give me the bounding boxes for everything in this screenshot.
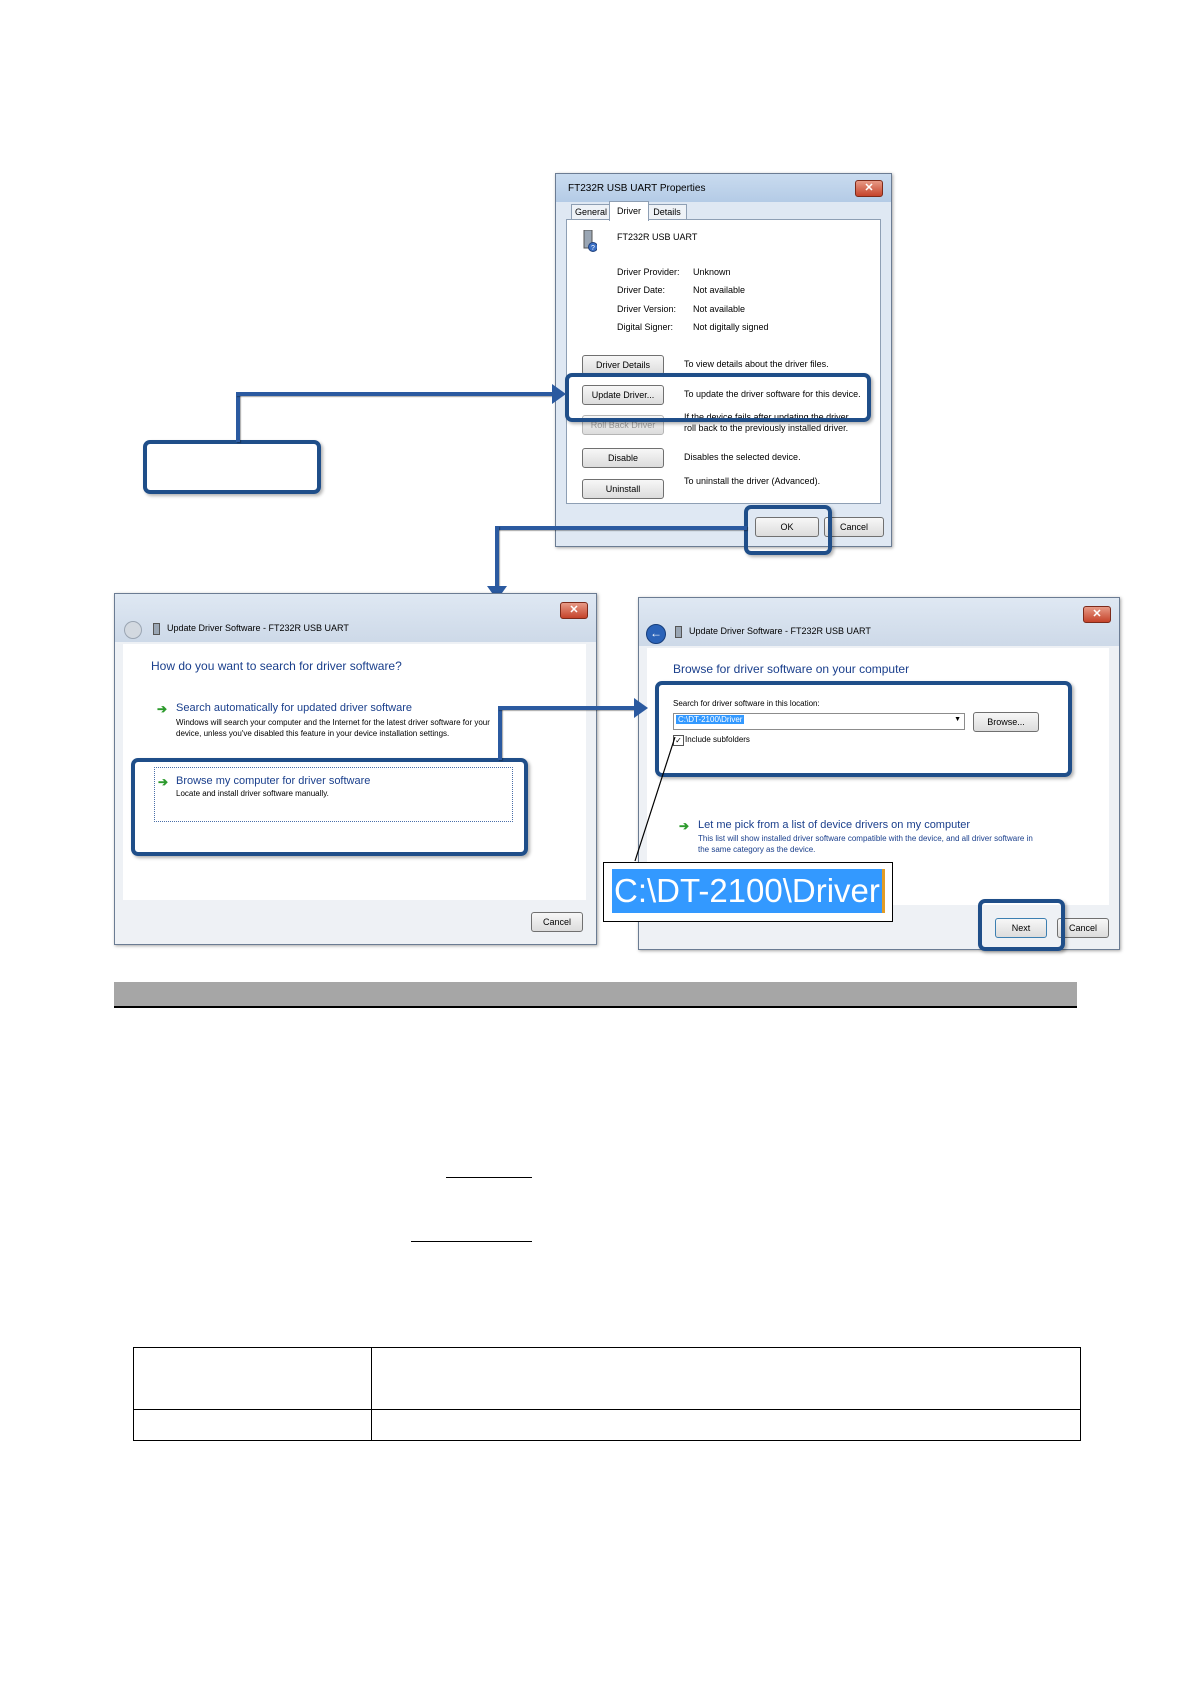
dialog-title: Update Driver Software - FT232R USB UART	[689, 626, 871, 636]
zoomed-path-text: C:\DT-2100\Driver	[612, 869, 885, 913]
disable-desc: Disables the selected device.	[684, 452, 801, 462]
svg-text:?: ?	[591, 245, 595, 252]
title-bar	[556, 174, 891, 202]
driver-version-value: Not available	[693, 304, 746, 314]
underline-blank	[446, 1177, 532, 1178]
cancel-button[interactable]: Cancel	[824, 517, 884, 537]
tab-general[interactable]	[571, 204, 611, 220]
update-driver-highlight	[565, 373, 871, 422]
path-value: C:\DT-2100\Driver	[678, 715, 743, 724]
uninstall-desc: To uninstall the driver (Advanced).	[684, 476, 821, 486]
browse-my-computer-desc: Locate and install driver software manually.	[176, 789, 329, 798]
info-table	[133, 1347, 1081, 1441]
connector-line	[498, 706, 502, 760]
driver-version-label: Driver Version:	[617, 304, 677, 314]
digital-signer-label: Digital Signer:	[617, 322, 674, 332]
device-small-icon	[153, 623, 160, 635]
search-path-highlight	[655, 681, 1072, 777]
tab-label: Details	[653, 207, 681, 217]
title-bar	[115, 594, 596, 642]
dialog-title: FT232R USB UART Properties	[568, 183, 706, 194]
close-button[interactable]: ✕	[855, 180, 883, 197]
close-button[interactable]: ✕	[560, 602, 588, 619]
arrow-head-right-icon	[634, 698, 648, 718]
next-highlight	[978, 899, 1065, 951]
driver-provider-label: Driver Provider:	[617, 267, 680, 277]
device-name: FT232R USB UART	[617, 232, 698, 242]
green-arrow-icon: ➔	[157, 702, 168, 716]
driver-provider-value: Unknown	[693, 267, 731, 277]
browse-option-highlight	[131, 758, 528, 856]
connector-line	[495, 526, 747, 530]
properties-dialog	[555, 173, 892, 547]
tab-label: Driver	[617, 206, 641, 216]
zoomed-path-callout	[603, 862, 893, 922]
table-column-divider	[371, 1348, 372, 1440]
browse-button[interactable]: Browse...	[973, 712, 1039, 732]
driver-details-desc: To view details about the driver files.	[684, 359, 829, 369]
search-automatically-link[interactable]: Search automatically for updated driver software	[176, 702, 413, 714]
underline-blank	[411, 1241, 532, 1242]
update-driver-button[interactable]: Update Driver...	[582, 385, 664, 405]
tab-driver[interactable]	[609, 201, 649, 221]
green-arrow-icon: ➔	[679, 819, 690, 833]
driver-details-button[interactable]: Driver Details	[582, 355, 664, 375]
pick-from-list-link[interactable]: Let me pick from a list of device drivers on my computer	[698, 819, 971, 831]
section-header-bar	[114, 982, 1077, 1008]
search-location-label: Search for driver software in this location:	[673, 699, 820, 708]
connector-line	[498, 706, 636, 710]
green-arrow-icon: ➔	[158, 775, 169, 789]
update-driver-desc: To update the driver software for this device.	[684, 389, 861, 399]
ok-highlight	[744, 505, 832, 555]
driver-date-value: Not available	[693, 285, 746, 295]
cancel-button[interactable]: Cancel	[531, 912, 583, 932]
arrow-head-right-icon	[552, 384, 566, 404]
back-arrow-icon[interactable]	[124, 621, 142, 639]
connector-line	[236, 392, 554, 396]
connector-line	[495, 526, 499, 590]
table-row-divider	[134, 1409, 1080, 1410]
dialog-title: Update Driver Software - FT232R USB UART	[167, 623, 349, 633]
tab-panel	[566, 219, 881, 504]
roll-back-desc: If the device fails after updating the driver, roll back to the previously installed driver.	[684, 412, 851, 433]
usb-device-icon	[581, 230, 597, 252]
zoom-leader-line	[630, 735, 680, 865]
instruction-box	[143, 440, 321, 494]
connector-line	[236, 392, 240, 442]
back-arrow-icon[interactable]: ←	[646, 624, 666, 644]
tab-label: General	[574, 207, 608, 217]
digital-signer-value: Not digitally signed	[693, 322, 769, 332]
include-subfolders-label: Include subfolders	[685, 735, 750, 744]
device-small-icon	[675, 626, 682, 638]
driver-date-label: Driver Date:	[617, 285, 666, 295]
tab-details[interactable]	[647, 204, 687, 220]
cancel-button[interactable]: Cancel	[1057, 918, 1109, 938]
include-subfolders-checkbox[interactable]: ✓	[673, 735, 684, 746]
ok-button[interactable]: OK	[755, 517, 819, 537]
uninstall-button[interactable]: Uninstall	[582, 479, 664, 499]
browse-my-computer-link[interactable]: Browse my computer for driver software	[176, 775, 371, 787]
title-bar	[639, 598, 1119, 646]
close-button[interactable]: ✕	[1083, 606, 1111, 623]
chevron-down-icon[interactable]: ▼	[954, 716, 961, 723]
pick-from-list-desc: This list will show installed driver software compatible with the device, and all driver software in the same category as the device.	[698, 834, 1033, 854]
disable-button[interactable]: Disable	[582, 448, 664, 468]
wizard-heading: Browse for driver software on your computer	[673, 662, 910, 676]
search-automatically-desc: Windows will search your computer and the Internet for the latest driver software for your device, unless you've disabled this feature in your device installation settings.	[176, 718, 490, 738]
next-button[interactable]: Next	[995, 918, 1047, 938]
roll-back-driver-button[interactable]: Roll Back Driver	[582, 415, 664, 435]
wizard-heading: How do you want to search for driver software?	[151, 659, 402, 673]
